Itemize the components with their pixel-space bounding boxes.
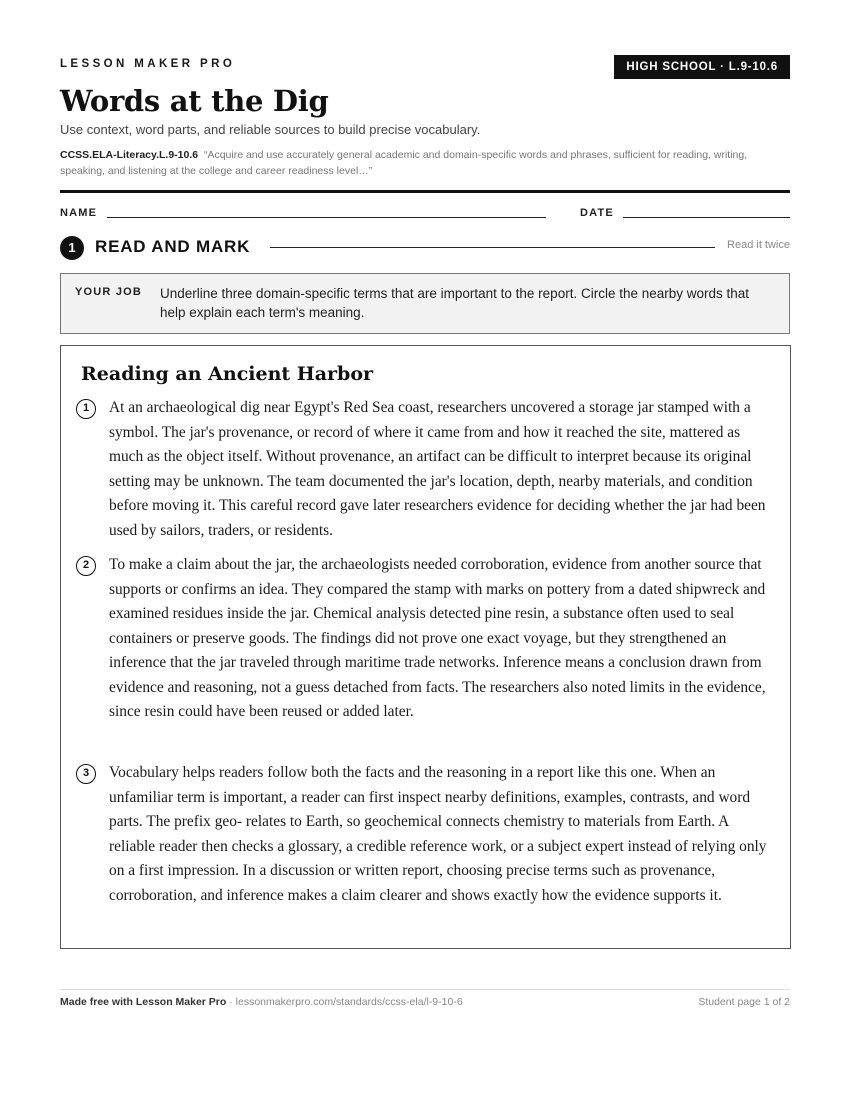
standard-reference (60, 147, 790, 179)
grade-badge: HIGH SCHOOL · L.9-10.6 (614, 55, 790, 79)
section-title: READ AND MARK (95, 237, 251, 256)
footer-made-with: Made free with Lesson Maker Pro (60, 996, 227, 1008)
name-date-row (60, 206, 790, 222)
paragraph-2: To make a claim about the jar, the archaeologists needed corroboration, evidence from another source that supports or confirms an idea. They compared the stamp with marks on pottery from a dated shipwreck and examined residues inside the jar. Chemical analysis detected pine resin, a substance often used to seal containers or preserve goods. The findings did not prove one exact voyage, but they strengthened an inference that the jar traveled through maritime trade networks. Inference means a conclusion drawn from evidence and reasoning, not a guess detached from facts. The researchers also noted limits in the evidence, since resin could have been reused or added later. (109, 556, 766, 720)
instructions-text: Underline three domain-specific terms that are important to the report. Circle the nearby words that help explain each term's meaning. (160, 286, 750, 320)
section-rule (270, 247, 715, 248)
paragraph-1: At an archaeological dig near Egypt's Red Sea coast, researchers uncovered a storage jar stamped with a symbol. The jar's provenance, or record of where it came from and how it reached the site, mattered as much as the object itself. Without provenance, an artifact can be difficult to interpret because its original setting may be unknown. The team documented the jar's location, depth, nearby materials, and condition before moving it. This careful record gave later researchers evidence for deciding whether the jar had been used by sailors, traders, or residents. (109, 399, 766, 539)
worksheet-subtitle: Use context, word parts, and reliable sources to build precise vocabulary. (60, 122, 481, 137)
passage-title: Reading an Ancient Harbor (81, 363, 374, 385)
instructions-box (60, 273, 790, 334)
header-divider (60, 190, 790, 193)
footer-credit (60, 996, 463, 1008)
footer-url-link[interactable]: lessonmakerpro.com/standards/ccss-ela/l-9-10-6 (235, 996, 463, 1008)
brand-name: LESSON MAKER PRO (60, 58, 236, 70)
footer-separator: · (226, 996, 236, 1008)
date-field[interactable] (623, 217, 790, 218)
standard-description: “Acquire and use accurately general academic and domain-specific words and phrases, sufficient for reading, writing, speaking, and listening at the college and career readiness level…” (60, 149, 748, 177)
footer-divider (60, 989, 790, 990)
worksheet-title: Words at the Dig (60, 84, 329, 118)
section-number-badge: 1 (60, 236, 84, 260)
paragraph-number-2: 2 (76, 556, 96, 576)
section-header (60, 235, 790, 259)
date-label: DATE (580, 207, 614, 219)
paragraph-number-3: 3 (76, 764, 96, 784)
section-note: Read it twice (727, 239, 790, 251)
standard-code: CCSS.ELA-Literacy.L.9-10.6 (60, 149, 199, 161)
reading-passage (60, 345, 791, 949)
paragraph-number-1: 1 (76, 399, 96, 419)
header-bar (60, 55, 790, 79)
instructions-label: YOUR JOB (75, 286, 143, 298)
name-label: NAME (60, 207, 98, 219)
name-field[interactable] (107, 217, 546, 218)
page-indicator: Student page 1 of 2 (698, 996, 790, 1008)
paragraph-3: Vocabulary helps readers follow both the facts and the reasoning in a report like this one. When an unfamiliar term is important, a reader can first inspect nearby definitions, examples, contrasts, and word parts. The prefix geo- relates to Earth, so geochemical connects chemistry to materials from Earth. A reliable reader then checks a glossary, a credible reference work, or a subject expert instead of relying only on a first impression. In a discussion or written report, choosing precise terms such as provenance, corroboration, and inference makes a claim clearer and shows exactly how the evidence supports it. (109, 764, 767, 904)
